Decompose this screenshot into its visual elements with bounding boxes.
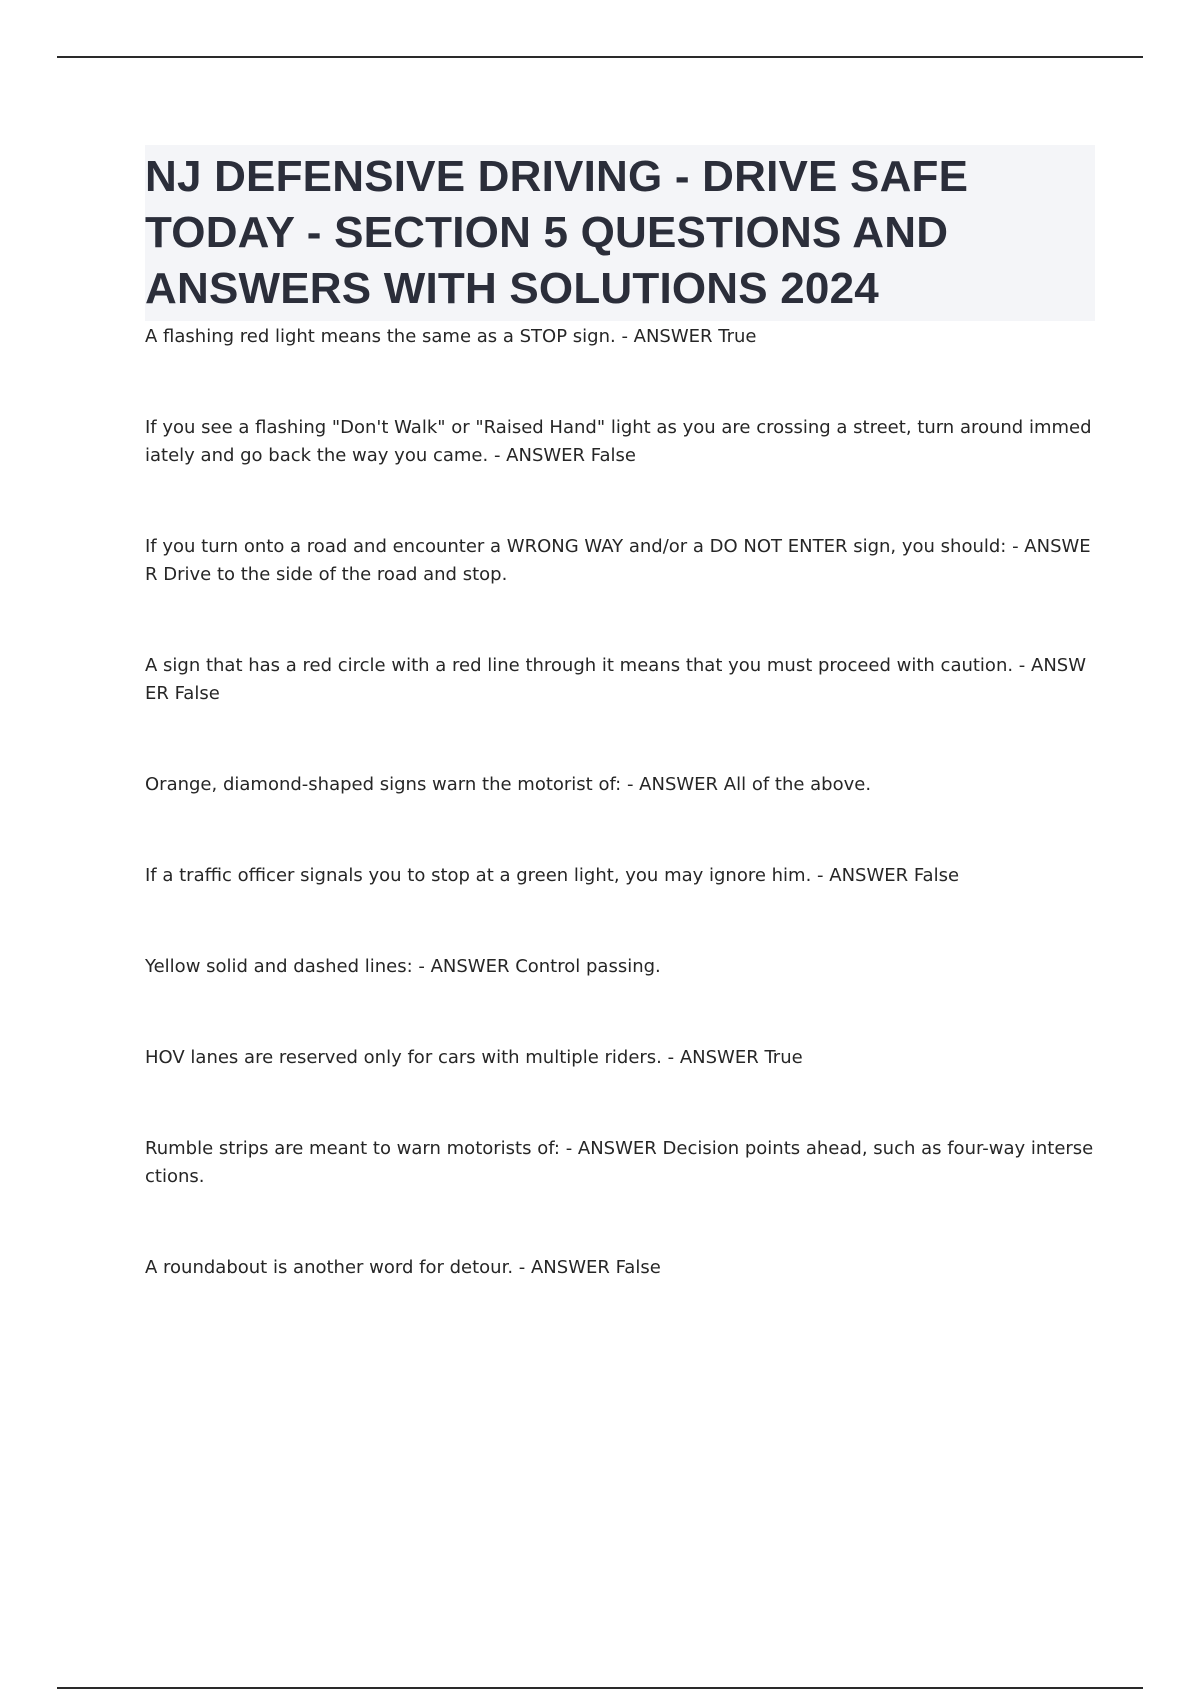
qa-item: Orange, diamond-shaped signs warn the motorist of: - ANSWER All of the above.	[145, 774, 872, 795]
qa-item: A flashing red light means the same as a STOP sign. - ANSWER True	[145, 326, 757, 347]
qa-list	[145, 323, 1095, 1282]
qa-item: If you see a flashing "Don't Walk" or "Raised Hand" light as you are crossing a street, turn around immediately and go back the way you came. - ANSWER False	[145, 417, 1092, 466]
qa-item: If you turn onto a road and encounter a WRONG WAY and/or a DO NOT ENTER sign, you should: - ANSWER Drive to the side of the road and stop.	[145, 536, 1091, 585]
top-divider	[57, 56, 1143, 58]
document-body	[145, 145, 1095, 1345]
title-block	[145, 145, 1095, 321]
qa-item: If a traffic officer signals you to stop at a green light, you may ignore him. - ANSWER False	[145, 865, 960, 886]
qa-item: Rumble strips are meant to warn motorists of: - ANSWER Decision points ahead, such as four-way intersections.	[145, 1138, 1094, 1187]
bottom-divider	[57, 1687, 1143, 1689]
qa-item: HOV lanes are reserved only for cars with multiple riders. - ANSWER True	[145, 1047, 803, 1068]
qa-item: Yellow solid and dashed lines: - ANSWER Control passing.	[145, 956, 661, 977]
document-title: NJ DEFENSIVE DRIVING - DRIVE SAFE TODAY - SECTION 5 QUESTIONS AND ANSWERS WITH SOLUTIONS 2024	[145, 152, 969, 313]
qa-item: A roundabout is another word for detour. - ANSWER False	[145, 1257, 661, 1278]
qa-item: A sign that has a red circle with a red line through it means that you must proceed with caution. - ANSWER False	[145, 655, 1087, 704]
